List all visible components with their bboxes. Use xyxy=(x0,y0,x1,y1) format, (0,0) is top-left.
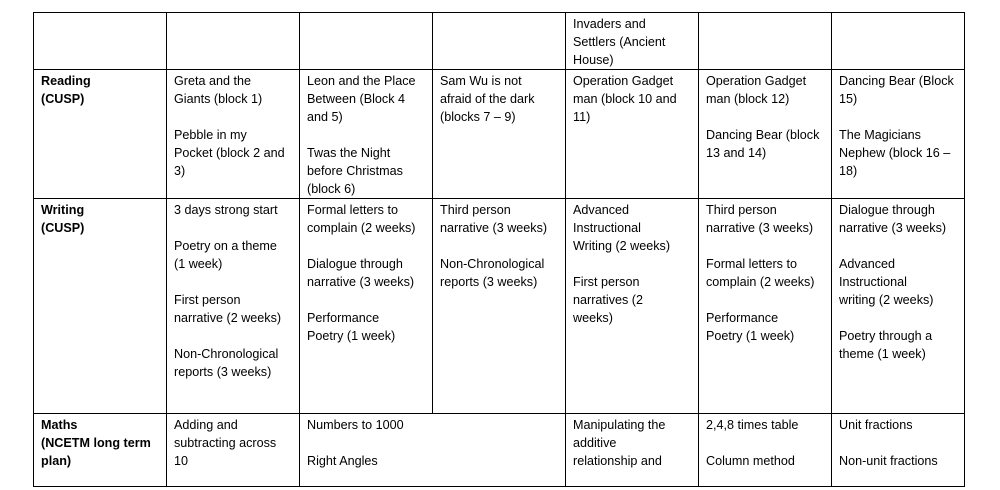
cell-text: 3 days strong start xyxy=(174,203,278,217)
table-cell xyxy=(832,70,965,199)
table-cell xyxy=(433,13,566,70)
cell-text: First person narrative (2 weeks) xyxy=(174,293,282,325)
table-cell xyxy=(433,70,566,199)
table-cell xyxy=(699,414,832,487)
table-cell xyxy=(433,199,566,414)
cell-text: Column method xyxy=(706,454,795,468)
table-cell xyxy=(699,13,832,70)
cell-text: Manipulating the additive relationship and xyxy=(573,418,666,468)
table-row-reading xyxy=(34,70,965,199)
cell-text: Operation Gadget man (block 12) xyxy=(706,74,807,106)
cell-text: Performance Poetry (1 week) xyxy=(706,311,795,343)
cell-text: Non-unit fractions xyxy=(839,454,938,468)
table-cell xyxy=(566,199,699,414)
table-cell xyxy=(832,13,965,70)
cell-text: Pebble in my Pocket (block 2 and 3) xyxy=(174,128,285,178)
cell-text: Dancing Bear (block 13 and 14) xyxy=(706,128,820,160)
cell-text: Operation Gadget man (block 10 and 11) xyxy=(573,74,677,124)
row-label-maths xyxy=(34,414,167,487)
row-label-writing xyxy=(34,199,167,414)
cell-text: Advanced Instructional Writing (2 weeks) xyxy=(573,203,671,253)
table-cell xyxy=(300,13,433,70)
table-cell xyxy=(167,70,300,199)
cell-text: Dialogue through narrative (3 weeks) xyxy=(307,257,415,289)
cell-text: Adding and subtracting across 10 xyxy=(174,418,277,468)
cell-text: Sam Wu is not afraid of the dark (blocks 7 – 9) xyxy=(440,74,535,124)
cell-text: Advanced Instructional writing (2 weeks) xyxy=(839,257,934,307)
cell-text: The Magicians Nephew (block 16 – 18) xyxy=(839,128,951,178)
table-cell xyxy=(699,199,832,414)
table-cell xyxy=(167,199,300,414)
cell-text: Dancing Bear (Block 15) xyxy=(839,74,954,106)
table-cell xyxy=(566,70,699,199)
cell-text: Non-Chronological reports (3 weeks) xyxy=(440,257,545,289)
table-row-maths xyxy=(34,414,965,487)
table-cell xyxy=(167,414,300,487)
cell-text: Third person narrative (3 weeks) xyxy=(706,203,814,235)
cell-text: Third person narrative (3 weeks) xyxy=(440,203,548,235)
row-label-reading xyxy=(34,70,167,199)
cell-text: Right Angles xyxy=(307,454,378,468)
cell-text: Non-Chronological reports (3 weeks) xyxy=(174,347,279,379)
cell-text: Greta and the Giants (block 1) xyxy=(174,74,263,106)
cell-text: Formal letters to complain (2 weeks) xyxy=(307,203,416,235)
topic-text: Invaders and Settlers (Ancient House) xyxy=(573,17,666,67)
table-row-writing xyxy=(34,199,965,414)
cell-text: Numbers to 1000 xyxy=(307,418,404,432)
cell-text: Leon and the Place Between (Block 4 and 5) xyxy=(307,74,416,124)
row-label-text: Writing (CUSP) xyxy=(41,203,85,235)
table-cell xyxy=(300,199,433,414)
cell-text: Twas the Night before Christmas (block 6) xyxy=(307,146,403,196)
cell-text: Performance Poetry (1 week) xyxy=(307,311,396,343)
table-cell xyxy=(167,13,300,70)
table-cell xyxy=(300,414,566,487)
table-cell xyxy=(832,414,965,487)
table-cell xyxy=(566,414,699,487)
row-label-text: Maths (NCETM long term plan) xyxy=(41,418,151,468)
table-cell xyxy=(699,70,832,199)
table-cell xyxy=(300,70,433,199)
table-row-header xyxy=(34,13,965,70)
cell-text: Dialogue through narrative (3 weeks) xyxy=(839,203,947,235)
cell-text: 2,4,8 times table xyxy=(706,418,799,432)
row-label-text: Reading (CUSP) xyxy=(41,74,91,106)
table-cell xyxy=(34,13,167,70)
table-cell xyxy=(832,199,965,414)
cell-text: Formal letters to complain (2 weeks) xyxy=(706,257,815,289)
cell-text: Unit fractions xyxy=(839,418,913,432)
table-cell xyxy=(566,13,699,70)
cell-text: First person narratives (2 weeks) xyxy=(573,275,643,325)
curriculum-plan-table xyxy=(33,12,965,487)
cell-text: Poetry through a theme (1 week) xyxy=(839,329,933,361)
cell-text: Poetry on a theme (1 week) xyxy=(174,239,277,271)
